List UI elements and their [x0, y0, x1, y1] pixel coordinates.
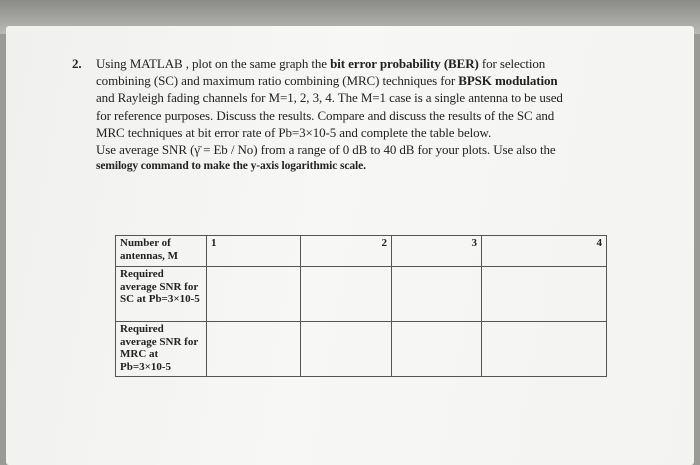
row-label-antennas: Number of antennas, M: [116, 236, 207, 267]
column-header-3: 3: [392, 236, 482, 267]
table-cell[interactable]: [392, 267, 482, 322]
table-cell[interactable]: [482, 267, 607, 322]
question-text: [96, 55, 612, 175]
table-cell[interactable]: [301, 322, 392, 377]
row-label-mrc: Required average SNR for MRC at Pb=3×10-5: [116, 322, 207, 377]
table-cell[interactable]: [207, 267, 301, 322]
question-line-5: MRC techniques at bit error rate of Pb=3×10-5 and complete the table below.: [96, 124, 492, 140]
table-cell[interactable]: [392, 322, 482, 377]
table-row: [116, 236, 607, 267]
table-cell[interactable]: [301, 267, 392, 322]
question-line-2: combining (SC) and maximum ratio combining (MRC) techniques for BPSK modulation: [96, 73, 558, 89]
question-line-4: for reference purposes. Discuss the results. Compare and discuss the results of the SC and: [96, 107, 555, 123]
question-line-3: and Rayleigh fading channels for M=1, 2, 3, 4. The M=1 case is a single antenna to be used: [96, 90, 563, 106]
question-number: 2.: [72, 56, 82, 71]
table-cell[interactable]: [482, 322, 607, 377]
column-header-1: 1: [207, 236, 301, 267]
table-row: [116, 267, 607, 322]
results-table: [115, 235, 607, 377]
question-line-1: Using MATLAB , plot on the same graph the bit error probability (BER) for selection: [96, 56, 546, 71]
column-header-4: 4: [482, 236, 607, 267]
row-label-sc: Required average SNR for SC at Pb=3×10-5: [116, 267, 207, 322]
question-line-7: semilogy command to make the y-axis logarithmic scale.: [96, 160, 366, 173]
table-cell[interactable]: [207, 322, 301, 377]
question-block: [72, 55, 612, 175]
table-row: [116, 322, 607, 377]
question-line-6: Use average SNR (γ̄ = Eb / No) from a range of 0 dB to 40 dB for your plots. Use also the: [96, 142, 556, 158]
column-header-2: 2: [301, 236, 392, 267]
